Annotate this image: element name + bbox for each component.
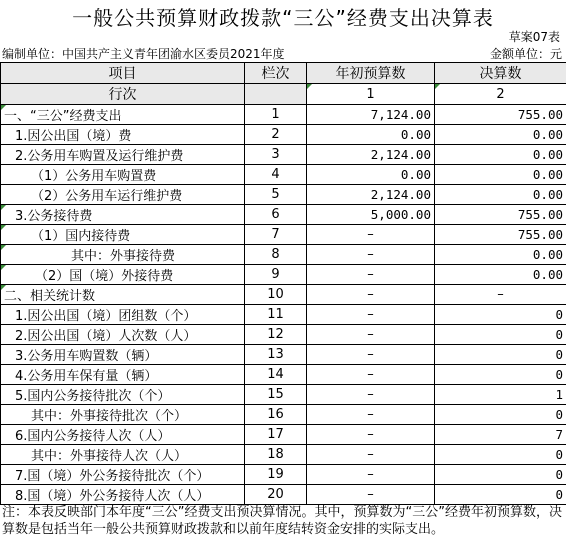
row-final: 0.00 [435,185,566,205]
row-budget: – [307,425,435,445]
row-number: 1 [245,105,307,125]
row-budget: – [307,445,435,465]
row-item: 其中：外事接待批次（个） [1,405,245,425]
row-budget: – [307,385,435,405]
row-final: 0.00 [435,245,566,265]
table-row [1,425,566,445]
row-final: 0 [435,405,566,425]
header-col-no: 栏次 [245,63,307,84]
row-budget: 7,124.00 [307,105,435,125]
row-item: （2）国（境）外接待费 [1,265,245,285]
row-final: – [435,285,566,305]
row-item: 2.公务用车购置及运行维护费 [1,145,245,165]
table-row [1,205,566,225]
header-final-index: 2 [435,84,566,105]
row-number: 7 [245,225,307,245]
row-item: 4.公务用车保有量（辆） [1,365,245,385]
table-row [1,105,566,125]
row-budget: – [307,365,435,385]
row-item: （2）公务用车运行维护费 [1,185,245,205]
table-row [1,265,566,285]
row-item: （1）公务用车购置费 [1,165,245,185]
row-number: 5 [245,185,307,205]
row-final: 0.00 [435,165,566,185]
table-row [1,345,566,365]
row-budget: – [307,325,435,345]
header-budget: 年初预算数 [307,63,435,84]
row-final: 0.00 [435,145,566,165]
header-budget-index: 1 [307,84,435,105]
row-item: 1.因公出国（境）费 [1,125,245,145]
row-budget: 5,000.00 [307,205,435,225]
amount-unit: 金额单位：元 [489,47,562,61]
row-item: 其中：外事接待人次（人） [1,445,245,465]
row-budget: 0.00 [307,125,435,145]
row-number: 19 [245,465,307,485]
row-number: 8 [245,245,307,265]
table-row [1,245,566,265]
table-row [1,305,566,325]
row-final: 755.00 [435,225,566,245]
header-row [1,63,566,84]
row-budget: – [307,305,435,325]
row-budget: – [307,285,435,305]
table-row [1,145,566,165]
header-final: 决算数 [435,63,566,84]
row-number: 15 [245,385,307,405]
table-row [1,225,566,245]
row-item: 其中：外事接待费 [1,245,245,265]
row-budget: 0.00 [307,165,435,185]
row-item: 3.公务接待费 [1,205,245,225]
expense-table [0,62,566,505]
row-number: 14 [245,365,307,385]
table-row [1,385,566,405]
page-title: 一般公共预算财政拨款“三公”经费支出决算表 [72,6,494,30]
row-item: （1）国内接待费 [1,225,245,245]
table-row [1,405,566,425]
row-budget: – [307,265,435,285]
row-final: 7 [435,425,566,445]
unit-line [0,45,566,61]
row-budget: – [307,405,435,425]
table-row [1,285,566,305]
header-index-row [1,84,566,105]
row-number: 2 [245,125,307,145]
row-number: 13 [245,345,307,365]
table-row [1,365,566,385]
table-row [1,165,566,185]
row-final: 1 [435,385,566,405]
header-item: 项目 [1,63,245,84]
row-number: 10 [245,285,307,305]
row-item: 8.国（境）外公务接待人次（人） [1,485,245,505]
row-item: 5.国内公务接待批次（个） [1,385,245,405]
row-number: 9 [245,265,307,285]
row-number: 16 [245,405,307,425]
row-final: 755.00 [435,205,566,225]
table-row [1,125,566,145]
row-number: 18 [245,445,307,465]
row-number: 11 [245,305,307,325]
row-number: 17 [245,425,307,445]
row-final: 0.00 [435,125,566,145]
table-row [1,485,566,505]
header-row-label: 行次 [1,84,245,105]
row-budget: – [307,245,435,265]
table-row [1,445,566,465]
form-code: 草案07表 [508,30,560,44]
org-label: 编制单位：中国共产主义青年团渝水区委员2021年度 [2,47,285,61]
row-item: 6.国内公务接待人次（人） [1,425,245,445]
row-final: 0.00 [435,265,566,285]
row-budget: 2,124.00 [307,185,435,205]
row-number: 3 [245,145,307,165]
row-item: 7.国（境）外公务接待批次（个） [1,465,245,485]
row-item: 1.因公出国（境）团组数（个） [1,305,245,325]
table-row [1,325,566,345]
row-final: 0 [435,325,566,345]
row-final: 0 [435,305,566,325]
row-final: 0 [435,485,566,505]
row-final: 0 [435,345,566,365]
row-number: 4 [245,165,307,185]
row-final: 0 [435,445,566,465]
row-final: 755.00 [435,105,566,125]
row-final: 0 [435,365,566,385]
row-number: 12 [245,325,307,345]
row-budget: 2,124.00 [307,145,435,165]
row-budget: – [307,225,435,245]
row-item: 二、相关统计数 [1,285,245,305]
row-item: 一、“三公”经费支出 [1,105,245,125]
row-budget: – [307,345,435,365]
table-row [1,185,566,205]
row-number: 20 [245,485,307,505]
table-row [1,465,566,485]
header-blank [245,84,307,105]
row-item: 2.因公出国（境）人次数（人） [1,325,245,345]
row-item: 3.公务用车购置数（辆） [1,345,245,365]
row-final: 0 [435,465,566,485]
row-number: 6 [245,205,307,225]
footnote: 注：本表反映部门本年度“三公”经费支出预决算情况。其中，预算数为“三公”经费年初预算数，决算数是包括当年一般公共预算财政拨款和以前年度结转资金安排的实际支出。 [2,505,562,537]
row-budget: – [307,465,435,485]
row-budget: – [307,485,435,505]
